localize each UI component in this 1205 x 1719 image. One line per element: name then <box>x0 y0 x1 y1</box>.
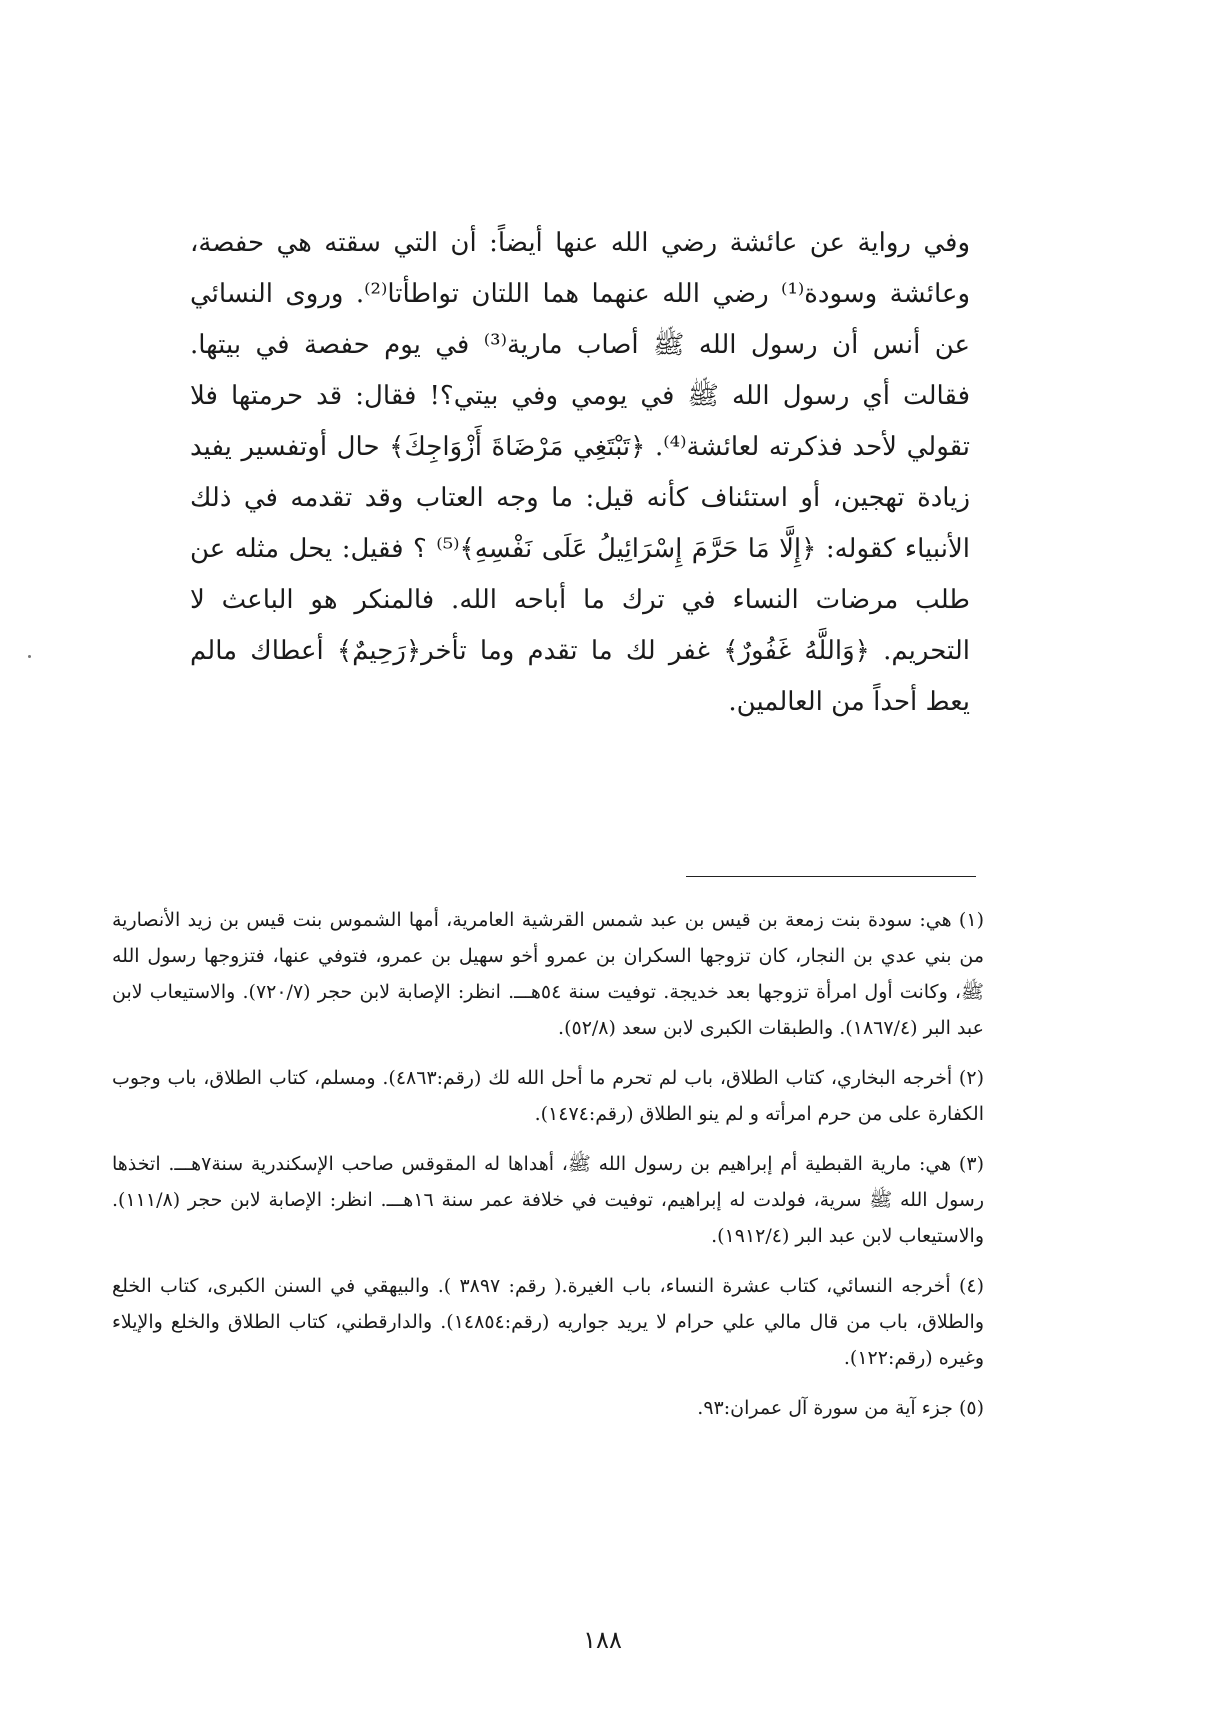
footnote-separator <box>686 876 976 877</box>
main-text-block <box>190 218 970 728</box>
scan-speck <box>28 655 31 658</box>
footnote-5: (٥) جزء آية من سورة آل عمران:٩٣. <box>697 1397 984 1419</box>
page-number: ١٨٨ <box>583 1626 622 1654</box>
footnotes-section <box>112 902 984 1440</box>
footnote-2: (٢) أخرجه البخاري، كتاب الطلاق، باب لم تحرم ما أحل الله لك (رقم:٤٨٦٣). ومسلم، كتاب الطلاق، باب وجوب الكفارة على من حرم امرأته و لم ينو الطلاق (رقم:١٤٧٤). <box>112 1067 984 1125</box>
footnote-3: (٣) هي: مارية القبطية أم إبراهيم بن رسول الله ﷺ، أهداها له المقوقس صاحب الإسكندرية سنة٧هـــ. اتخذها رسول الله ﷺ سرية، فولدت له إبراهيم، توفيت في خلافة عمر سنة ١٦هـــ. انظر: الإصابة لابن حجر (١١١/٨). والاستيعاب لابن عبد البر (١٩١٢/٤). <box>112 1153 984 1247</box>
footnote-1: (١) هي: سودة بنت زمعة بن قيس بن عبد شمس القرشية العامرية، أمها الشموس بنت قيس بن زيد الأنصارية من بني عدي بن النجار، كان تزوجها السكران بن عمرو أخو سهيل بن عمرو، فتوفي عنها، فتزوجها رسول الله ﷺ، وكانت أول امرأة تزوجها بعد خديجة. توفيت سنة ٥٤هـــ. انظر: الإصابة لابن حجر (٧٢٠/٧). والاستيعاب لابن عبد البر (١٨٦٧/٤). والطبقات الكبرى لابن سعد (٥٢/٨). <box>112 909 985 1039</box>
main-paragraph: وفي رواية عن عائشة رضي الله عنها أيضاً: أن التي سقته هي حفصة، وعائشة وسودة⁽¹⁾ رضي الله عنهما هما اللتان تواطأتا⁽²⁾. وروى النسائي عن أنس أن رسول الله ﷺ أصاب مارية⁽³⁾ في يوم حفصة في بيتها. فقالت أي رسول الله ﷺ في يومي وفي بيتي؟! فقال: قد حرمتها فلا تقولي لأحد فذكرته لعائشة⁽⁴⁾. ﴿تَبْتَغِي مَرْضَاةَ أَزْوَاجِكَ﴾ حال أوتفسير يفيد زيادة تهجين، أو استئناف كأنه قيل: ما وجه العتاب وقد تقدمه في ذلك الأنبياء كقوله: ﴿إِلَّا مَا حَرَّمَ إِسْرَائِيلُ عَلَى نَفْسِهِ﴾⁽⁵⁾ ؟ فقيل: يحل مثله عن طلب مرضات النساء في ترك ما أباحه الله. فالمنكر هو الباعث لا التحريم. ﴿وَاللَّهُ غَفُورٌ﴾ غفر لك ما تقدم وما تأخر﴿رَحِيمٌ﴾ أعطاك مالم يعط أحداً من العالمين. <box>190 228 971 717</box>
footnote-4: (٤) أخرجه النسائي، كتاب عشرة النساء، باب الغيرة.( رقم: ٣٨٩٧ ). والبيهقي في السنن الكبرى، كتاب الخلع والطلاق، باب من قال مالي علي حرام لا يريد جواريه (رقم:١٤٨٥٤). والدارقطني، كتاب الطلاق والخلع والإيلاء وغيره (رقم:١٢٢). <box>112 1275 985 1369</box>
